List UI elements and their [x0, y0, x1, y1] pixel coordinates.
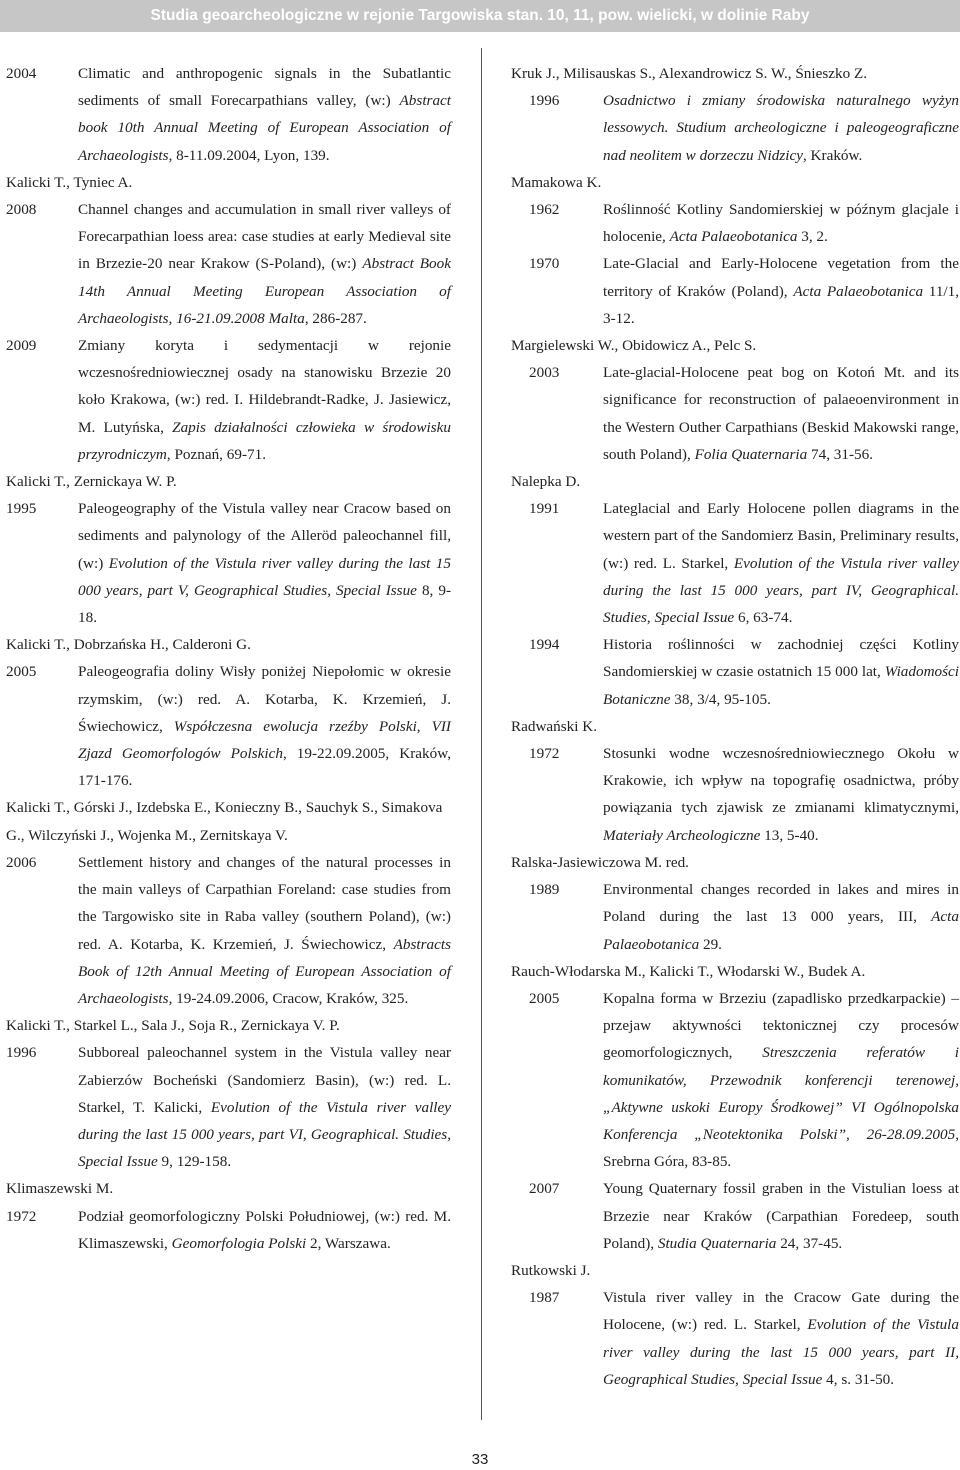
reference-entry: [511, 740, 959, 849]
reference-entry: [511, 985, 959, 1175]
reference-text-part: Paleogeography of the Vistula valley near Cracow based on sediments and palynology of the Alleröd paleochannel fill, (w:): [78, 500, 451, 572]
reference-text: [603, 740, 959, 849]
reference-author: Kalicki T., Tyniec A.: [6, 173, 133, 191]
reference-entry: [511, 87, 959, 169]
reference-text-part: Climatic and anthropogenic signals in the Subatlantic sediments of small Forecarpathians valley, (w:): [78, 65, 451, 110]
reference-text-part: Roślinność Kotliny Sandomierskiej w późnym glacjale i holocenie,: [603, 201, 959, 246]
bibliography-right-column: [511, 60, 959, 1393]
reference-text-part: Subboreal paleochannel system in the Vistula valley near Zabierzów Bocheński (Sandomierz Basin), (w:) red. L. Starkel, T. Kalicki,: [78, 1044, 451, 1116]
reference-author: Margielewski W., Obidowicz A., Pelc S.: [511, 337, 757, 355]
reference-text: [78, 196, 451, 332]
reference-text-part: 8, 9-18.: [78, 581, 452, 627]
reference-title-italic: Folia Quaternaria: [694, 445, 808, 463]
reference-text: [603, 631, 959, 713]
reference-entry: [511, 1284, 959, 1393]
reference-entry: [511, 631, 959, 713]
reference-text: [78, 1039, 451, 1175]
reference-entry: [511, 495, 959, 631]
reference-text-part: Stosunki wodne wczesnośredniowiecznego Okołu w Krakowie, ich wpływ na topografię osadnictwa, próby powiązania tych zjawisk ze zmianami klimatycznymi,: [603, 745, 959, 817]
reference-author: Nalepka D.: [511, 473, 581, 491]
reference-text-part: 2, Warszawa.: [306, 1234, 391, 1252]
reference-year: 1972: [529, 745, 560, 763]
reference-title-italic: Acta Palaeobotanica: [603, 908, 959, 953]
reference-text-part: Young Quaternary fossil graben in the Vistulian loess at Brzezie near Kraków (Carpathian Foredeep, south Poland),: [603, 1180, 959, 1252]
reference-year: 2005: [6, 663, 37, 681]
reference-year: 1996: [529, 92, 560, 110]
reference-year: 2009: [6, 337, 37, 355]
reference-title-italic: Evolution of the Vistula river valley during the last 15 000 years, part VI, Geographical. Studies, Special Issue: [78, 1098, 451, 1171]
page-number-text: 33: [471, 1451, 489, 1468]
reference-text-part: 6, 63-74.: [734, 609, 793, 627]
reference-title-italic: Evolution of the Vistula river valley during the last 15 000 years, part IV, Geographical. Studies, Special Issue: [603, 554, 959, 627]
reference-title-italic: Wiadomości Botaniczne: [603, 663, 959, 708]
reference-entry: [6, 1039, 451, 1175]
reference-text-part: Environmental changes recorded in lakes and mires in Poland during the last 13 000 years, III,: [603, 881, 959, 926]
running-title: Studia geoarcheologiczne w rejonie Targowiska stan. 10, 11, pow. wielicki, w dolinie Raby: [150, 7, 810, 24]
reference-text-part: Podział geomorfologiczny Polski Południowej, (w:) red. M. Klimaszewski,: [78, 1207, 451, 1252]
reference-entry: [6, 1203, 451, 1257]
reference-text: [603, 87, 959, 169]
reference-text-part: , 286-287.: [304, 309, 367, 327]
reference-year: 2005: [529, 989, 560, 1007]
reference-text: [603, 495, 959, 631]
reference-author: Kruk J., Milisauskas S., Alexandrowicz S. W., Śnieszko Z.: [511, 65, 868, 82]
reference-text-part: 11/1, 3-12.: [603, 282, 960, 327]
reference-text-part: Late-glacial-Holocene peat bog on Kotoń Mt. and its significance for reconstruction of palaeoenvironment in the Western Outher Carpathians (Beskid Makowski range, south Poland),: [603, 364, 959, 463]
reference-year: 1995: [6, 500, 37, 518]
reference-text: [603, 985, 959, 1175]
reference-author: Rutkowski J.: [511, 1261, 591, 1279]
reference-title-italic: Materiały Archeologiczne: [603, 826, 761, 844]
reference-entry: [6, 658, 451, 794]
reference-text: [603, 359, 959, 468]
reference-text: [603, 1284, 959, 1393]
reference-entry: [511, 876, 959, 958]
reference-text-part: Vistula river valley in the Cracow Gate during the Holocene, (w:) red. L. Starkel,: [603, 1289, 959, 1334]
bibliography-left-column: [6, 60, 451, 1257]
reference-year: 1962: [529, 201, 560, 219]
reference-title-italic: Abstract book 10th Annual Meeting of European Association of Archaeologists: [78, 92, 451, 164]
reference-entry: [6, 849, 451, 1012]
reference-title-italic: Zapis działalności człowieka w środowisku przyrodniczym: [78, 418, 451, 463]
reference-text-part: 4, s. 31-50.: [822, 1370, 895, 1388]
reference-title-italic: Acta Palaeobotanica: [793, 282, 924, 300]
reference-year: 2003: [529, 364, 560, 382]
reference-text-part: Late-Glacial and Early-Holocene vegetation from the territory of Kraków (Poland),: [603, 255, 959, 300]
reference-author: Klimaszewski M.: [6, 1180, 114, 1198]
reference-text-part: , 8-11.09.2004, Lyon, 139.: [168, 146, 330, 164]
reference-text: [78, 658, 451, 794]
reference-text: [78, 495, 451, 631]
reference-text-part: Channel changes and accumulation in small river valleys of Forecarpathian loess area: case studies at early Medieval site in Brzezie-20 near Krakow (S-Poland), (w:): [78, 201, 451, 273]
reference-author: Radwański K.: [511, 717, 598, 735]
reference-text: [78, 1203, 451, 1257]
reference-year: 1989: [529, 881, 560, 899]
reference-text-part: Kopalna forma w Brzeziu (zapadlisko przedkarpackie) – przejaw aktywności tektonicznej czy procesów geomorfologicznych,: [603, 989, 959, 1062]
reference-title-italic: Evolution of the Vistula river valley during the last 15 000 years, part V, Geographical Studies, Special Issue: [78, 554, 451, 599]
reference-author: Kalicki T., Górski J., Izdebska E., Konieczny B., Sauchyk S., Simakova G., Wilczyński J., Wojenka M., Zernitskaya V.: [6, 799, 443, 844]
reference-title-italic: Streszczenia referatów i komunikatów, Przewodnik konferencji terenowej, „Aktywne uskoki Europy Środkowej” VI Ogólnopolska Konferencja „Neotektonika Polski”, 26-28.09.2005: [603, 1044, 959, 1143]
reference-text-part: 24, 37-45.: [776, 1234, 843, 1252]
reference-year: 2007: [529, 1180, 560, 1198]
reference-text-part: 3, 2.: [797, 228, 828, 246]
reference-year: 2004: [6, 65, 37, 82]
reference-author: Kalicki T., Dobrzańska H., Calderoni G.: [6, 636, 251, 654]
reference-entry: [6, 60, 451, 169]
reference-text-part: Historia roślinności w zachodniej części Kotliny Sandomierskiej w czasie ostatnich 15 000 lat,: [603, 636, 959, 681]
reference-title-italic: Osadnictwo i zmiany środowiska naturalnego wyżyn lessowych. Studium archeologiczne i paleogeograficzne nad neolitem w dorzeczu Nidzicy: [603, 92, 959, 164]
reference-text: [603, 1175, 959, 1257]
reference-text-part: 38, 3/4, 95-105.: [670, 690, 771, 708]
reference-text: [603, 876, 959, 958]
reference-year: 2006: [6, 853, 37, 871]
running-header: [0, 0, 960, 32]
column-divider: [481, 48, 482, 1420]
reference-year: 1991: [529, 500, 560, 518]
reference-title-italic: Abstract Book 14th Annual Meeting European Association of Archaeologists, 16-21.09.2008 Malta: [78, 255, 451, 327]
reference-text-part: 29.: [699, 935, 722, 953]
reference-entry: [6, 495, 451, 631]
reference-text-part: , 19-24.09.2006, Cracow, Kraków, 325.: [168, 989, 409, 1007]
reference-entry: [511, 196, 959, 250]
reference-title-italic: Studia Quaternaria: [657, 1234, 777, 1252]
reference-text-part: Settlement history and changes of the natural processes in the main valleys of Carpathian Foreland: case studies from the Targowisko site in Raba valley (southern Poland), (w:) red. A. Kotarba, K. Krzemień, J. Świechowicz,: [78, 853, 451, 953]
reference-year: 1972: [6, 1207, 37, 1225]
reference-text-part: Zmiany koryta i sedymentacji w rejonie wczesnośredniowiecznej osady na stanowisku Brzezie 20 koło Krakowa, (w:) red. I. Hildebrandt-Radke, J. Jasiewicz, M. Lutyńska,: [78, 337, 451, 436]
reference-text-part: Paleogeografia doliny Wisły poniżej Niepołomic w okresie rzymskim, (w:) red. A. Kotarba, K. Krzemień, J. Świechowicz,: [78, 663, 451, 735]
reference-entry: [511, 359, 959, 468]
reference-text-part: 74, 31-56.: [807, 445, 874, 463]
reference-text-part: , Srebrna Góra, 83-85.: [603, 1125, 959, 1171]
reference-text: [78, 332, 451, 468]
reference-year: 1996: [6, 1044, 37, 1062]
reference-title-italic: Evolution of the Vistula river valley during the last 15 000 years, part II, Geographical Studies, Special Issue: [603, 1316, 959, 1388]
reference-entry: [511, 1175, 959, 1257]
page-number: [0, 1450, 960, 1470]
reference-text: [78, 849, 451, 1012]
reference-entry: [6, 196, 451, 332]
reference-year: 1970: [529, 255, 560, 273]
reference-text-part: 13, 5-40.: [760, 826, 819, 844]
reference-title-italic: Abstracts Book of 12th Annual Meeting of European Association of Archaeologists: [78, 935, 451, 1007]
reference-author: Kalicki T., Starkel L., Sala J., Soja R., Zernickaya V. P.: [6, 1017, 340, 1035]
reference-author: Ralska-Jasiewiczowa M. red.: [511, 853, 689, 871]
reference-title-italic: Acta Palaeobotanica: [669, 228, 798, 246]
reference-year: 2008: [6, 201, 37, 219]
reference-year: 1994: [529, 636, 560, 654]
reference-author: Kalicki T., Zernickaya W. P.: [6, 473, 177, 491]
reference-entry: [6, 332, 451, 468]
reference-text-part: , 19-22.09.2005, Kraków, 171-176.: [78, 745, 452, 790]
reference-year: 1987: [529, 1289, 560, 1307]
reference-title-italic: Współczesna ewolucja rzeźby Polski, VII Zjazd Geomorfologów Polskich: [78, 717, 451, 763]
reference-author: Mamakowa K.: [511, 173, 602, 191]
reference-text-part: 9, 129-158.: [157, 1153, 232, 1171]
reference-text: [603, 196, 959, 250]
reference-text: [603, 250, 959, 332]
reference-entry: [511, 250, 959, 332]
reference-text-part: , Kraków.: [802, 146, 863, 164]
reference-text-part: , Poznań, 69-71.: [166, 445, 267, 463]
reference-author: Rauch-Włodarska M., Kalicki T., Włodarski W., Budek A.: [511, 962, 866, 980]
reference-text-part: Lateglacial and Early Holocene pollen diagrams in the western part of the Sandomierz Basin, Preliminary results, (w:) red. L. Starkel,: [603, 500, 959, 572]
reference-text: [78, 60, 451, 169]
reference-title-italic: Geomorfologia Polski: [171, 1234, 307, 1252]
